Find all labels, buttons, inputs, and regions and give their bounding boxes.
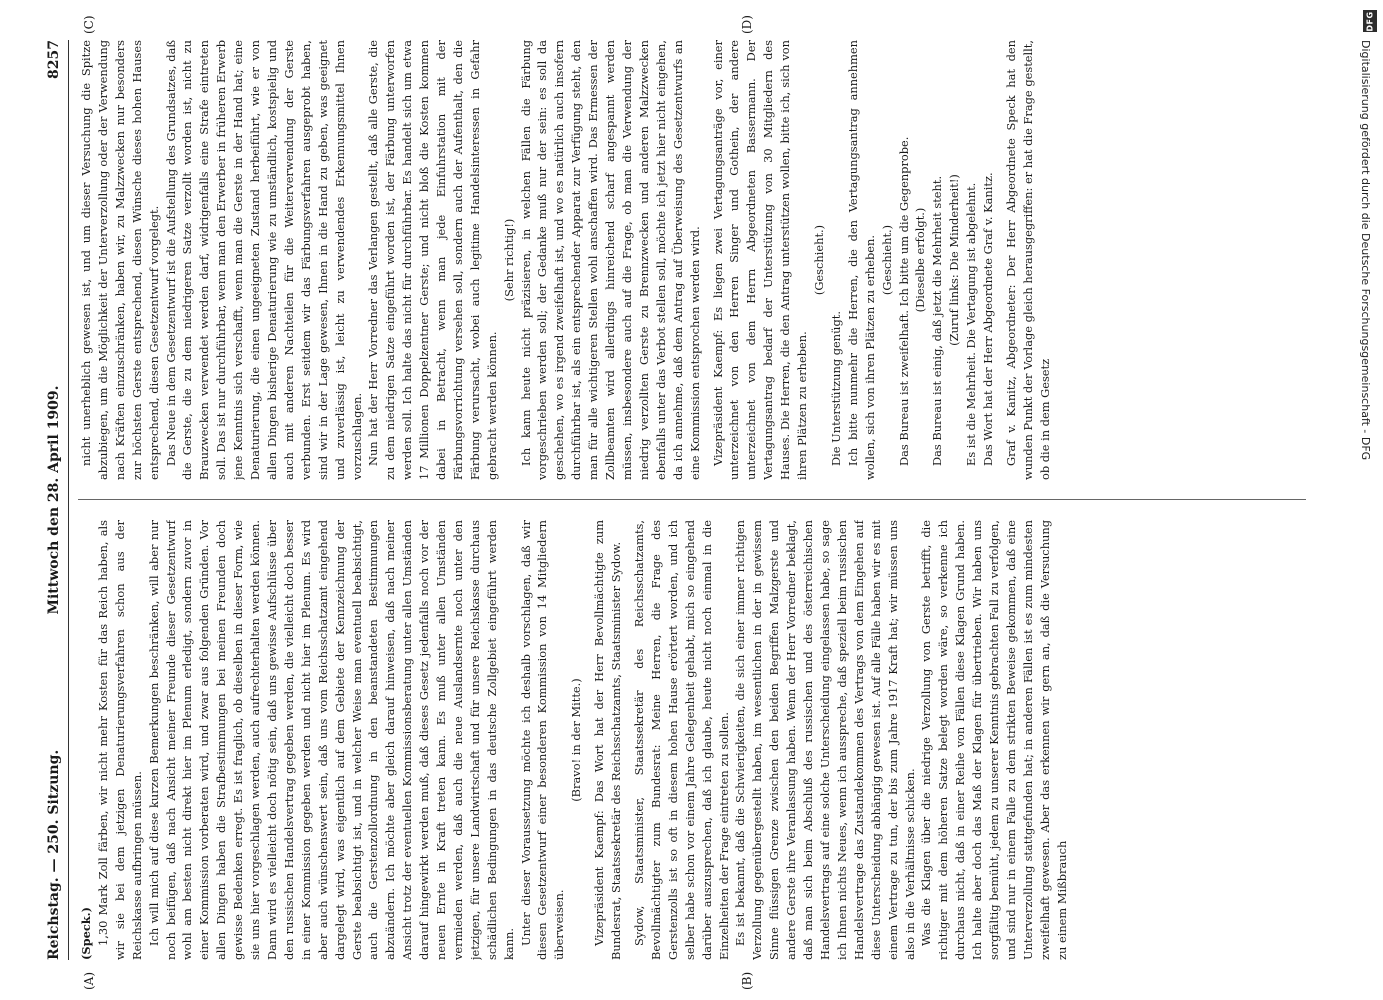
paragraph: Vizepräsident Kaempf: Das Wort hat der Herr Bevollmächtigte zum Bundesrat, Staatssekretär des Reichsschatzamts, Staatsminister Sydow.: [592, 520, 624, 960]
interjection: (Geschieht.): [811, 224, 826, 296]
paragraph: 1,30 Mark Zoll färben, wir nicht mehr Kosten für das Reich haben, als wir sie bei dem jetzigen Denaturierungsverfahren schon aus der Reichskasse aufbringen müssen.: [95, 520, 144, 960]
paragraph: Die Unterstützung genügt.: [828, 311, 843, 466]
interjection: (Geschieht.): [879, 224, 894, 296]
paragraph: Ich bitte nunmehr die Herren, die den Vertagungsantrag annehmen wollen, sich von ihren Plätzen zu erheben.: [845, 40, 877, 480]
margin-marker-c: (C): [82, 15, 96, 34]
paragraph: Unter dieser Voraussetzung möchte ich deshalb vorschlagen, daß wir diesen Gesetzentwurf einer besonderen Kommission von 14 Mitgliedern überweisen.: [518, 520, 567, 960]
paragraph: Was die Klagen über die niedrige Verzollung von Gerste betrifft, die richtiger mit dem höheren Satze belegt worden wäre, so verkenne ich durchaus nicht, daß in einer Reihe von Fällen diese Klagen Grund haben. Ich halte aber doch das Maß der Klagen für übertrieben. Wir haben uns sorgfältig bemüht, jedem zu unserer Kenntnis gebrachten Fall zu verfolgen, und sind nur in einem Falle zu dem strikten Beweise gekommen, daß eine Unterverzollung stattgefunden hat; in anderen Fällen ist es zum mindesten zweifelhaft gewesen. Aber das erkennen wir gern an, daß die Versuchung zu einem Mißbrauch: [919, 520, 1069, 960]
paragraph: Sydow, Staatsminister, Staatssekretär des Reichsschatzamts, Bevollmächtigter zum Bundesrat: Meine Herren, die Frage des Gerstenzolls ist so oft in diesem hohen Hause erörtert worden, und ich selber habe schon vor einem Jahre Gelegenheit gehabt, mich so eingehend darüber auszusprechen, daß ich glaube, heute nicht noch einmal in die Einzelheiten der Frage eintreten zu sollen.: [632, 520, 731, 960]
right-text-column: [78, 40, 1306, 480]
paragraph: Nun hat der Herr Vorredner das Verlangen gestellt, daß alle Gerste, die zu dem niedrigen Satze eingeführt worden ist, der Färbung unterworfen werden soll. Ich halte das nicht für durchführbar. Es handelt sich um etwa 17 Millionen Doppelzentner Gerste; und nicht bloß die Kosten kommen dabei in Betracht, wenn man jede Einfuhrstation mit der Färbungsvorrichtung versehen soll, sondern auch der Aufenthalt, den die Färbung verursacht, wobei auch legitime Handelsinteressen in Gefahr gebracht werden können.: [366, 40, 499, 480]
paragraph: Ich kann heute nicht präzisieren, in welchen Fällen die Färbung vorgeschrieben werden soll; der Gedanke muß nur der sein: es soll da geschehen, wo es irgend zweifelhaft ist, und wo es natürlich auch insofern durchführbar ist, als ein entsprechender Apparat zur Verfügung steht, den man für alle wichtigeren Stellen wohl anschaffen wird. Das Ermessen der Zollbeamten wird allerdings hinreichend scharf angespannt werden müssen, insbesondere auch auf die Frage, ob man die Verwendung der niedrig verzollten Gerste zu Brennzwecken und anderen Malzzwecken ebenfalls unter das Verbot stellen soll, möchte ich jetzt hier nicht eingehen, da ich annehme, daß dem Antrag auf Überweisung des Gesetzentwurfs an eine Kommission entsprochen werden wird.: [518, 40, 702, 480]
interjection: (Sehr richtig!): [501, 218, 516, 302]
paragraph: Es ist die Mehrheit. Die Vertagung ist abgelehnt.: [964, 182, 979, 466]
digitization-stamp: Digitalisierung gefördert durch die Deutsche Forschungsgemeinschaft - DFG: [1359, 40, 1372, 461]
paragraph: Graf v. Kanitz, Abgeordneter: Der Herr Abgeordnete Speck hat den wunden Punkt der Vorlage gleich herausgegriffen: er hat die Frage gestellt, ob die in dem Gesetz: [1003, 40, 1052, 480]
paragraph: Ich will mich auf diese kurzen Bemerkungen beschränken, will aber nur noch beifügen, daß nach Ansicht meiner Freunde dieser Gesetzentwurf wohl am besten nicht direkt hier im Plenum erledigt, sondern zuvor in einer Kommission vorberaten wird, und zwar aus folgenden Gründen. Vor allen Dingen haben die Strafbestimmungen bei meinen Freunden doch gewisse Bedenken erregt. Es ist fraglich, ob dieselben in dieser Form, wie sie uns hier vorgeschlagen werden, auch aufrechterhalten werden können. Dann wird es vielleicht doch nötig sein, daß uns gewisse Aufschlüsse über den russischen Handelsvertrag gegeben werden, die vielleicht doch besser in einer Kommission gegeben werden und nicht hier im Plenum. Es wird aber auch wünschenswert sein, daß uns vom Reichsschatzamt eingehend dargelegt wird, was eigentlich auf dem Gebiete der Kennzeichnung der Gerste beabsichtigt ist, und in welcher Weise man eventuell beabsichtigt, auch die Gerstenzollordnung in den beanstandeten Bestimmungen abzuändern. Ich möchte aber gleich darauf hinweisen, daß nach meiner Ansicht trotz der eventuellen Kommissionsberatung unter allen Umständen darauf hingewirkt werden muß, daß dieses Gesetz jedenfalls noch vor der neuen Ernte in Kraft treten kann. Es muß unter allen Umständen vermieden werden, daß auch die neue Auslandsernte noch unter den jetzigen, für unsere Landwirtschaft und für unsere Reichskasse durchaus schädlichen Bedingungen in das deutsche Zollgebiet eingeführt werden kann.: [146, 520, 516, 960]
column-divider: [78, 499, 1306, 500]
left-text-column: [78, 520, 1306, 960]
paragraph: Vizepräsident Kaempf: Es liegen zwei Vertagungsanträge vor, einer unterzeichnet von den Herren Singer und Gothein, der andere unterzeichnet von dem Herrn Abgeordneten Bassermann. Der Vertagungsantrag bedarf der Unterstützung von 30 Mitgliedern des Hauses. Die Herren, die den Antrag unterstützen wollen, bitte ich, sich von ihren Plätzen zu erheben.: [710, 40, 810, 480]
dfg-logo: DFG: [1363, 10, 1377, 32]
paragraph: Das Bureau ist einig, daß jetzt die Mehrheit steht.: [930, 175, 945, 466]
paragraph: Es ist bekannt, daß die Schwierigkeiten, die sich einer immer richtigen Verzollung gegenübergestellt haben, im wesentlichen in der in gewissem Sinne flüssigen Grenze zwischen den beiden Begriffen Malzgerste und andere Gerste ihre Veranlassung haben. Wenn der Herr Vorredner beklagt, daß man sich beim Abschluß des russischen und des österreichischen Handelsvertrags auf eine solche Unterscheidung eingelassen habe, so sage ich Ihnen nichts Neues, wenn ich ausspreche, daß speziell beim russischen Handelsvertrage das Zustandekommen des Vertrags von dem Eingehen auf diese Unterscheidung abhängig gewesen ist. Auf alle Fälle haben wir es mit einem Vertrage zu tun, der bis zum Jahre 1917 Kraft hat; wir müssen uns also in die Verhältnisse schicken.: [733, 520, 917, 960]
header-date: Mittwoch den 28. April 1909.: [46, 385, 62, 615]
margin-marker-b: (B): [740, 971, 754, 990]
page-number: 8257: [46, 40, 62, 79]
paragraph: Das Wort hat der Herr Abgeordnete Graf v. Kanitz.: [981, 172, 996, 466]
interjection: (Zuruf links: Die Minderheit!): [947, 174, 962, 346]
paragraph: nicht unerheblich gewesen ist, und um dieser Versuchung die Spitze abzubiegen, um die Möglichkeit der Unterverzollung oder der Verwendung nach Kräften einzuschränken, haben wir, zu Malzzwecken nur besonders zur höchsten Gerste entsprechend, diesen Wünsche dieses hohen Hauses entsprechend, diesen Gesetzentwurf vorgelegt.: [79, 40, 161, 480]
running-header: [40, 40, 69, 960]
paragraph: Das Bureau ist zweifelhaft. Ich bitte um die Gegenprobe.: [896, 136, 911, 466]
margin-marker-a: (A): [82, 971, 96, 990]
interjection: (Bravo! in der Mitte.): [569, 678, 584, 802]
rotated-page: [40, 15, 1320, 990]
speaker-tag: (Speck.): [79, 906, 93, 960]
header-session: Reichstag. — 250. Sitzung.: [46, 749, 62, 960]
paragraph: Das Neue in dem Gesetzentwurf ist die Aufstellung des Grundsatzes, daß die Gerste, die zu dem niedrigeren Satze verzollt worden ist, nicht zu Brauzwecken verwendet werden darf, widrigenfalls eine Strafe eintreten soll. Das ist nur durchführbar, wenn man den Erwerber in früheren Erwerb jene Kenntnis sich verschafft, wenn man die Gerste in der Hand hat; eine Denaturierung, die einen ungeeigneten Zustand herbeiführt, wie er von allen Dingen bisherige Denaturierung wie zu umständlich, kostspielig und auch mit anderen Nachteilen für die Weiterverwendung der Gerste verbunden. Erst seitdem wir das Färbungsverfahren ausgeprobt haben, sind wir in der Lage gewesen, Ihnen in die Hand zu geben, was geeignet und zuverlässig ist, leicht zu verwendendes Erkennungsmittel Ihnen vorzuschlagen.: [163, 40, 364, 480]
margin-marker-d: (D): [740, 15, 754, 34]
interjection: (Dieselbe erfolgt.): [913, 207, 928, 313]
